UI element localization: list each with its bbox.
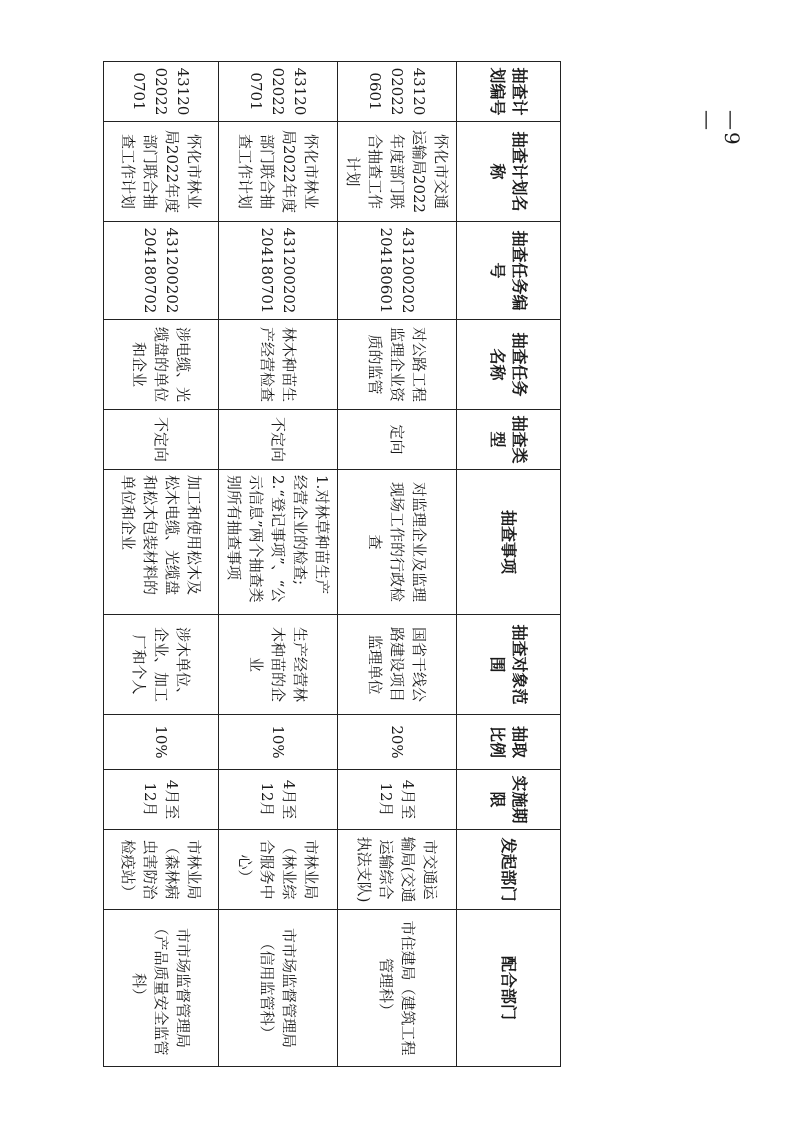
header-items: 抽查事项: [457, 470, 561, 615]
header-period: 实施期限: [457, 770, 561, 830]
cell-initiator: 市林业局（林业综合服务中心）: [219, 830, 338, 910]
cell-items: 加工和使用松木及松木电缆、光缆盘和松木包装材料的单位和企业: [104, 470, 219, 615]
cell-task-no: 431200202204180601: [338, 222, 457, 320]
cell-period: 4月至12月: [104, 770, 219, 830]
header-cooperator: 配合部门: [457, 910, 561, 1067]
cell-ratio: 10%: [104, 715, 219, 770]
cell-task-name: 林木种苗生产经营检查: [219, 320, 338, 410]
table-row: [219, 62, 338, 1067]
cell-plan-no: 43120020220601: [338, 62, 457, 122]
cell-initiator: 市交通运输局(交通运输综合执法支队): [338, 830, 457, 910]
cell-period: 4月至12月: [338, 770, 457, 830]
header-task-name: 抽查任务名称: [457, 320, 561, 410]
header-plan-no: 抽查计划编号: [457, 62, 561, 122]
rotated-table-content: [109, 61, 561, 1066]
header-ratio: 抽取比例: [457, 715, 561, 770]
header-task-no: 抽查任务编号: [457, 222, 561, 320]
header-row: [457, 62, 561, 1067]
header-initiator: 发起部门: [457, 830, 561, 910]
cell-ratio: 10%: [219, 715, 338, 770]
cell-type: 定向: [338, 410, 457, 470]
cell-items: 对监理企业及监理现场工作的行政检查: [338, 470, 457, 615]
cell-scope: 涉木单位、企业、加工厂和个人: [104, 615, 219, 715]
cell-task-name: 涉电缆、光缆盘的单位和企业: [104, 320, 219, 410]
cell-plan-name: 怀化市林业局2022年度部门联合抽查工作计划: [219, 122, 338, 222]
inspection-plan-table: [103, 61, 561, 1067]
cell-cooperator: 市住建局（建筑工程管理科）: [338, 910, 457, 1067]
table-row: [338, 62, 457, 1067]
cell-cooperator: 市市场监督管理局（产品质量安全监管科）: [104, 910, 219, 1067]
header-type: 抽查类型: [457, 410, 561, 470]
cell-task-no: 431200202204180702: [104, 222, 219, 320]
cell-scope: 生产经营林木种苗的企业: [219, 615, 338, 715]
cell-task-no: 431200202204180701: [219, 222, 338, 320]
cell-scope: 国省干线公路建设项目监理单位: [338, 615, 457, 715]
cell-plan-no: 43120020220701: [104, 62, 219, 122]
page-number: —9—: [696, 110, 744, 147]
cell-type: 不定向: [219, 410, 338, 470]
cell-plan-name: 怀化市林业局2022年度部门联合抽查工作计划: [104, 122, 219, 222]
cell-plan-no: 43120020220701: [219, 62, 338, 122]
cell-type: 不定向: [104, 410, 219, 470]
cell-initiator: 市林业局（森林病虫害防治检疫站）: [104, 830, 219, 910]
header-scope: 抽查对象范围: [457, 615, 561, 715]
header-plan-name: 抽查计划名称: [457, 122, 561, 222]
cell-ratio: 20%: [338, 715, 457, 770]
cell-plan-name: 怀化市交通运输局2022年度部门联合抽查工作计划: [338, 122, 457, 222]
rotated-table-wrapper: [109, 61, 561, 1066]
cell-items: 1.对林草种苗生产经营企业的检查;2.“登记事项”、“公示信息”两个抽查类别所有抽查事项: [219, 470, 338, 615]
table-row: [104, 62, 219, 1067]
cell-task-name: 对公路工程监理企业资质的监管: [338, 320, 457, 410]
cell-cooperator: 市市场监督管理局（信用监管科）: [219, 910, 338, 1067]
cell-period: 4月至12月: [219, 770, 338, 830]
